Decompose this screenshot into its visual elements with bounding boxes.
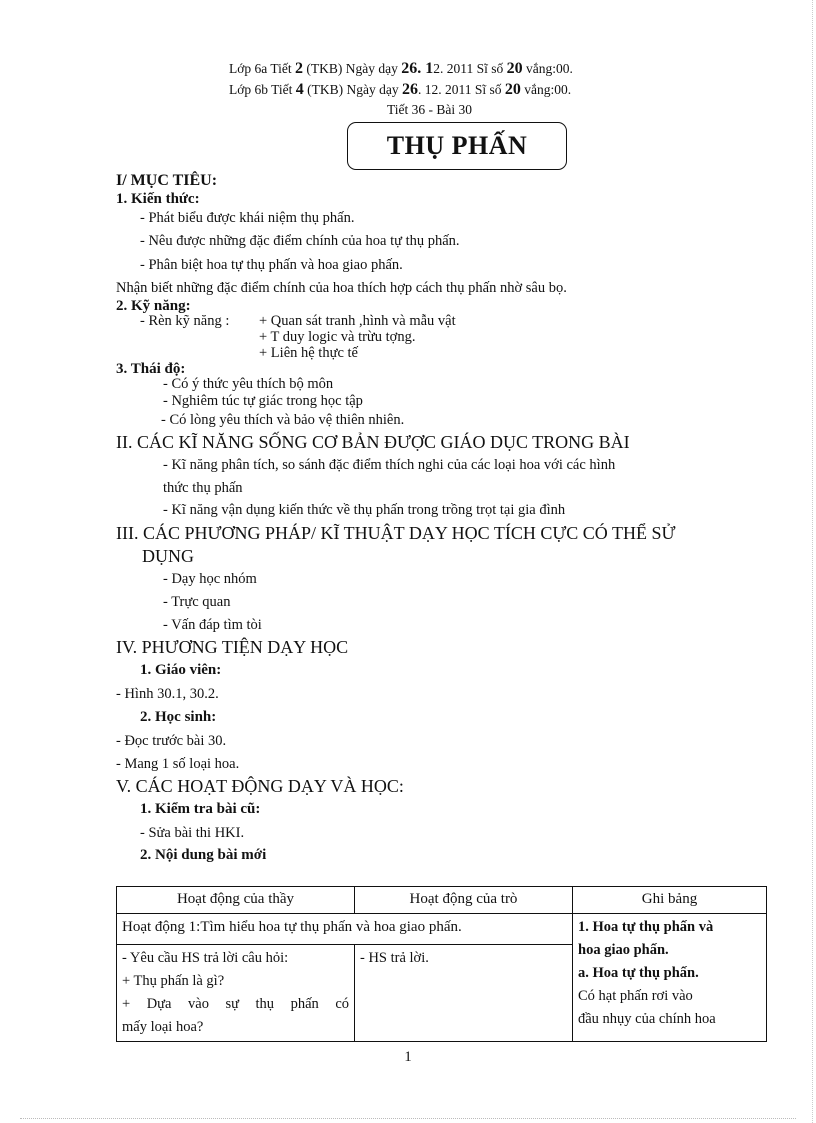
knowledge-extra: Nhận biết những đặc điểm chính của hoa thích hợp cách thụ phấn nhờ sâu bọ.	[116, 280, 567, 296]
teacher-line: - Yêu cầu HS trả lời câu hỏi:	[122, 950, 289, 966]
student-heading: 2. Học sinh:	[140, 709, 217, 725]
column-header: Ghi bảng	[573, 887, 767, 914]
check-item: - Sửa bài thi HKI.	[140, 825, 245, 841]
teacher-activity-cell	[117, 945, 355, 1042]
knowledge-item: - Phát biểu được khái niệm thụ phấn.	[140, 210, 355, 226]
teacher-heading: 1. Giáo viên:	[140, 662, 222, 678]
attitude-item: - Có lòng yêu thích và bảo vệ thiên nhiên.	[161, 412, 405, 428]
section2-item: - Kĩ năng vận dụng kiến thức về thụ phấn trong trồng trọt tại gia đình	[163, 502, 566, 518]
skills-item: + Quan sát tranh ,hình và mẫu vật	[259, 313, 456, 329]
board-line: đầu nhụy của chính hoa	[578, 1011, 716, 1027]
teacher-line: + Dựa vào sự thụ phấn có	[122, 996, 349, 1012]
column-header: Hoạt động của trò	[355, 887, 573, 914]
knowledge-heading: 1. Kiến thức:	[116, 191, 200, 207]
section3-heading: III. CÁC PHƯƠNG PHÁP/ KĨ THUẬT DẠY HỌC TÍCH CỰC CÓ THỂ SỬ	[116, 523, 676, 543]
attitude-item: - Nghiêm túc tự giác trong học tập	[163, 393, 363, 409]
page-edge-divider	[812, 0, 813, 1123]
teacher-line: + Thụ phấn là gì?	[122, 973, 225, 989]
section2-item-cont: thức thụ phấn	[163, 480, 243, 496]
section2-heading: II. CÁC KĨ NĂNG SỐNG CƠ BẢN ĐƯỢC GIÁO DỤC TRONG BÀI	[116, 432, 630, 452]
section3-heading-cont: DỤNG	[142, 546, 194, 566]
knowledge-item: - Phân biệt hoa tự thụ phấn và hoa giao phấn.	[140, 257, 403, 273]
board-line: Có hạt phấn rơi vào	[578, 988, 693, 1004]
board-line: 1. Hoa tự thụ phấn và	[578, 919, 714, 935]
new-content-heading: 2. Nội dung bài mới	[140, 847, 267, 863]
teacher-item: - Hình 30.1, 30.2.	[116, 686, 219, 702]
header-line-6a: Lớp 6a Tiết 2 (TKB) Ngày dạy 26. 12. 2011 Sĩ số 20 vắng:00.	[229, 60, 573, 77]
knowledge-item: - Nêu được những đặc điểm chính của hoa tự thụ phấn.	[140, 233, 460, 249]
attitude-item: - Có ý thức yêu thích bộ môn	[163, 376, 334, 392]
page-number: 1	[404, 1049, 412, 1065]
column-header: Hoạt động của thầy	[117, 887, 355, 914]
section5-heading: V. CÁC HOẠT ĐỘNG DẠY VÀ HỌC:	[116, 776, 404, 796]
board-cell	[573, 914, 767, 1042]
lesson-title: THỤ PHẤN	[347, 122, 567, 170]
method-item: - Vấn đáp tìm tòi	[163, 617, 262, 633]
objectives-heading: I/ MỤC TIÊU:	[116, 172, 218, 189]
student-line: - HS trả lời.	[360, 950, 429, 966]
student-item: - Đọc trước bài 30.	[116, 733, 227, 749]
section4-heading: IV. PHƯƠNG TIỆN DẠY HỌC	[116, 637, 349, 657]
method-item: - Trực quan	[163, 594, 231, 610]
header-line-6b: Lớp 6b Tiết 4 (TKB) Ngày dạy 26. 12. 2011 Sĩ số 20 vắng:00.	[229, 81, 572, 98]
attitude-heading: 3. Thái độ:	[116, 361, 186, 377]
skills-lead: - Rèn kỹ năng :	[140, 313, 230, 329]
table-row	[117, 914, 767, 945]
board-line: hoa giao phấn.	[578, 942, 669, 958]
section2-item: - Kĩ năng phân tích, so sánh đặc điểm thích nghi của các loại hoa với các hình	[163, 457, 616, 473]
skills-item: + T duy logic và trừu tợng.	[259, 329, 416, 345]
table-header-row	[117, 887, 767, 914]
skills-item: + Liên hệ thực tế	[259, 345, 358, 361]
check-heading: 1. Kiểm tra bài cũ:	[140, 801, 261, 817]
lesson-label: Tiết 36 - Bài 30	[387, 102, 473, 117]
student-activity-cell	[355, 945, 573, 1042]
page-edge-divider	[20, 1118, 796, 1119]
skills-heading: 2. Kỹ năng:	[116, 298, 191, 314]
activity-title: Hoạt động 1:Tìm hiểu hoa tự thụ phấn và hoa giao phấn.	[117, 914, 573, 945]
method-item: - Dạy học nhóm	[163, 571, 257, 587]
student-item: - Mang 1 số loại hoa.	[116, 756, 240, 772]
lesson-plan-table	[116, 886, 767, 1042]
teacher-line: mấy loại hoa?	[122, 1019, 204, 1035]
board-line: a. Hoa tự thụ phấn.	[578, 965, 699, 981]
